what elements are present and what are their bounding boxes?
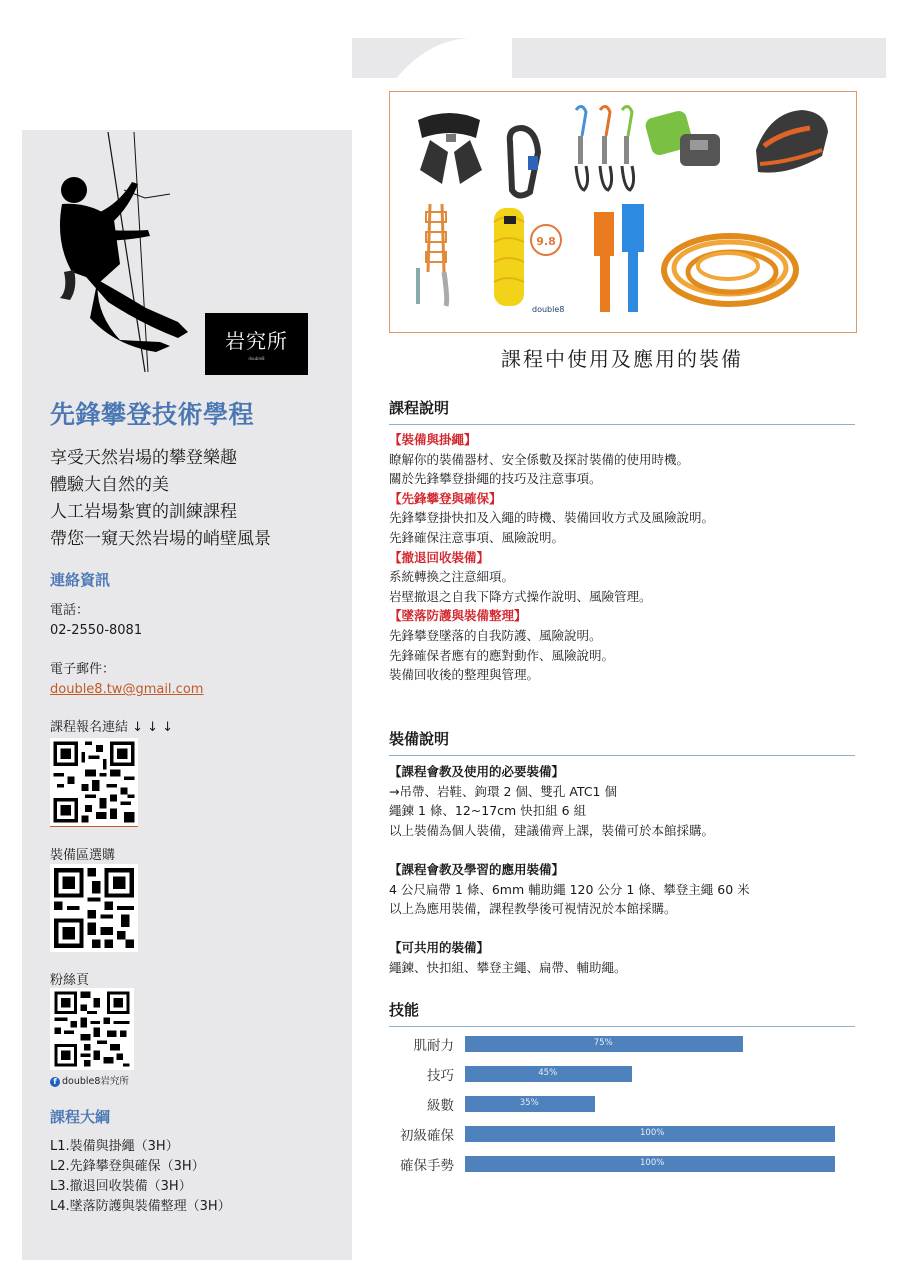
skill-row: [389, 1034, 859, 1052]
fans-label: 粉絲頁: [50, 973, 90, 988]
course-line: 先鋒攀登掛快扣及入繩的時機、裝備回收方式及風險說明。: [389, 510, 715, 526]
course-section-title: 【先鋒攀登與確保】: [389, 490, 502, 506]
rope-badge: [531, 225, 561, 255]
equipment-line: →吊帶、岩鞋、鉤環 2 個、雙孔 ATC1 個: [389, 783, 617, 799]
course-heading: 課程說明: [389, 397, 855, 425]
equipment-line: 以上裝備為個人裝備，建議備齊上課，裝備可於本館採購。: [389, 822, 715, 838]
climbing-shoe-icon: [756, 110, 828, 173]
skill-label: 級數: [427, 1098, 454, 1114]
webbing-icon: [594, 204, 644, 312]
outline-item: L4.墜落防護與裝備整理（3H）: [50, 1199, 231, 1214]
facebook-page[interactable]: [50, 1073, 129, 1087]
outline-list: [50, 1137, 231, 1217]
facebook-icon: f: [50, 1077, 60, 1087]
phone-number: 02-2550-8081: [50, 623, 143, 638]
course-line: 先鋒攀登墜落的自我防護、風險說明。: [389, 627, 602, 643]
facebook-name: double8岩究所: [62, 1076, 129, 1087]
outline-item: L2.先鋒攀登與確保（3H）: [50, 1159, 205, 1174]
skill-track: [465, 1126, 835, 1142]
skill-percent: 35%: [519, 1098, 539, 1108]
equipment-line: 繩鍊、快扣組、攀登主繩、扁帶、輔助繩。: [389, 959, 627, 975]
contact-heading: 連絡資訊: [50, 571, 111, 589]
email-label: 電子郵件：: [50, 662, 116, 677]
skill-row: [389, 1124, 859, 1142]
outline-heading: 課程大綱: [50, 1108, 111, 1126]
equipment-section-title: 【可共用的裝備】: [389, 940, 490, 956]
outline-item: L3.撤退回收裝備（3H）: [50, 1179, 192, 1194]
course-section-title: 【撤退回收裝備】: [389, 549, 490, 565]
carabiner-icon: [510, 128, 538, 196]
course-body: [389, 430, 855, 685]
skill-row: [389, 1094, 859, 1112]
course-line: 瞭解你的裝備器材、安全係數及探討裝備的使用時機。: [389, 451, 690, 467]
skill-row: [389, 1064, 859, 1082]
skill-label: 肌耐力: [413, 1038, 454, 1054]
shop-label: 裝備區選購: [50, 848, 116, 863]
equipment-section-title: 【課程會教及學習的應用裝備】: [389, 861, 565, 877]
rope-badge-text: 9.8: [536, 235, 556, 248]
tagline-line: 帶您一窺天然岩場的峭壁風景: [50, 529, 271, 549]
skills-heading: 技能: [389, 999, 855, 1027]
logo-text: 岩究所: [225, 329, 288, 353]
shop-qr-code[interactable]: [50, 864, 138, 952]
signup-label: 課程報名連結 ↓ ↓ ↓: [50, 720, 174, 735]
skill-track: [465, 1036, 835, 1052]
course-section-title: 【墜落防護與裝備整理】: [389, 608, 527, 624]
skill-percent: 100%: [640, 1128, 665, 1138]
skill-track: [465, 1156, 835, 1172]
sling-icon: [416, 204, 447, 306]
harness-icon: [418, 113, 482, 184]
spacer: [389, 919, 855, 939]
divider: [50, 826, 138, 827]
equipment-line: 繩鍊 1 條、12~17cm 快扣組 6 組: [389, 803, 587, 819]
brand-logo: [205, 313, 308, 375]
belay-device-icon: [644, 109, 720, 166]
skill-row: [389, 1154, 859, 1172]
tagline-line: 人工岩場紮實的訓練課程: [50, 502, 237, 522]
phone-block: [50, 601, 142, 641]
outline-item: L1.裝備與掛繩（3H）: [50, 1139, 179, 1154]
email-link[interactable]: double8.tw@gmail.com: [50, 682, 204, 697]
logo-subtext: double8: [248, 356, 265, 361]
course-section-title: 【裝備與掛繩】: [389, 432, 477, 447]
rope-coil-icon: [494, 208, 524, 306]
fans-qr-code[interactable]: [50, 988, 134, 1070]
tagline-line: 體驗大自然的美: [50, 475, 169, 495]
email-block: [50, 660, 203, 700]
orange-rope-icon: [664, 236, 796, 304]
gear-image: [389, 91, 857, 333]
signup-qr-code[interactable]: [50, 738, 138, 826]
page-title: 先鋒攀登技術學程: [50, 400, 255, 429]
equipment-line: 4 公尺扁帶 1 條、6mm 輔助繩 120 公分 1 條、攀登主繩 60 米: [389, 881, 750, 897]
gear-caption: 課程中使用及應用的裝備: [501, 347, 743, 371]
skill-label: 確保手勢: [400, 1158, 454, 1174]
skill-percent: 75%: [593, 1038, 613, 1048]
course-line: 先鋒確保者應有的應對動作、風險說明。: [389, 647, 615, 663]
skill-percent: 100%: [640, 1158, 665, 1168]
equipment-heading: 裝備說明: [389, 728, 855, 756]
skill-percent: 45%: [538, 1068, 558, 1078]
equipment-body: [389, 762, 855, 978]
equipment-line: 以上為應用裝備，課程教學後可視情況於本館採購。: [389, 901, 677, 917]
phone-label: 電話：: [50, 603, 90, 618]
skill-label: 初級確保: [400, 1128, 454, 1144]
skill-label: 技巧: [427, 1068, 454, 1084]
skill-track: [465, 1096, 835, 1112]
tagline-list: [50, 445, 271, 553]
course-line: 裝備回收後的整理與管理。: [389, 667, 540, 683]
spacer: [389, 840, 855, 860]
equipment-section-title: 【課程會教及使用的必要裝備】: [389, 764, 565, 779]
quickdraw-icon: [576, 106, 634, 190]
course-line: 關於先鋒攀登掛繩的技巧及注意事項。: [389, 471, 602, 487]
brand-tag: double8: [532, 305, 565, 314]
tagline-line: 享受天然岩場的攀登樂趣: [50, 448, 237, 468]
course-line: 先鋒確保注意事項、風險說明。: [389, 529, 565, 545]
course-line: 岩壁撤退之自我下降方式操作說明、風險管理。: [389, 588, 652, 604]
course-line: 系統轉換之注意細項。: [389, 569, 515, 585]
skill-track: [465, 1066, 835, 1082]
